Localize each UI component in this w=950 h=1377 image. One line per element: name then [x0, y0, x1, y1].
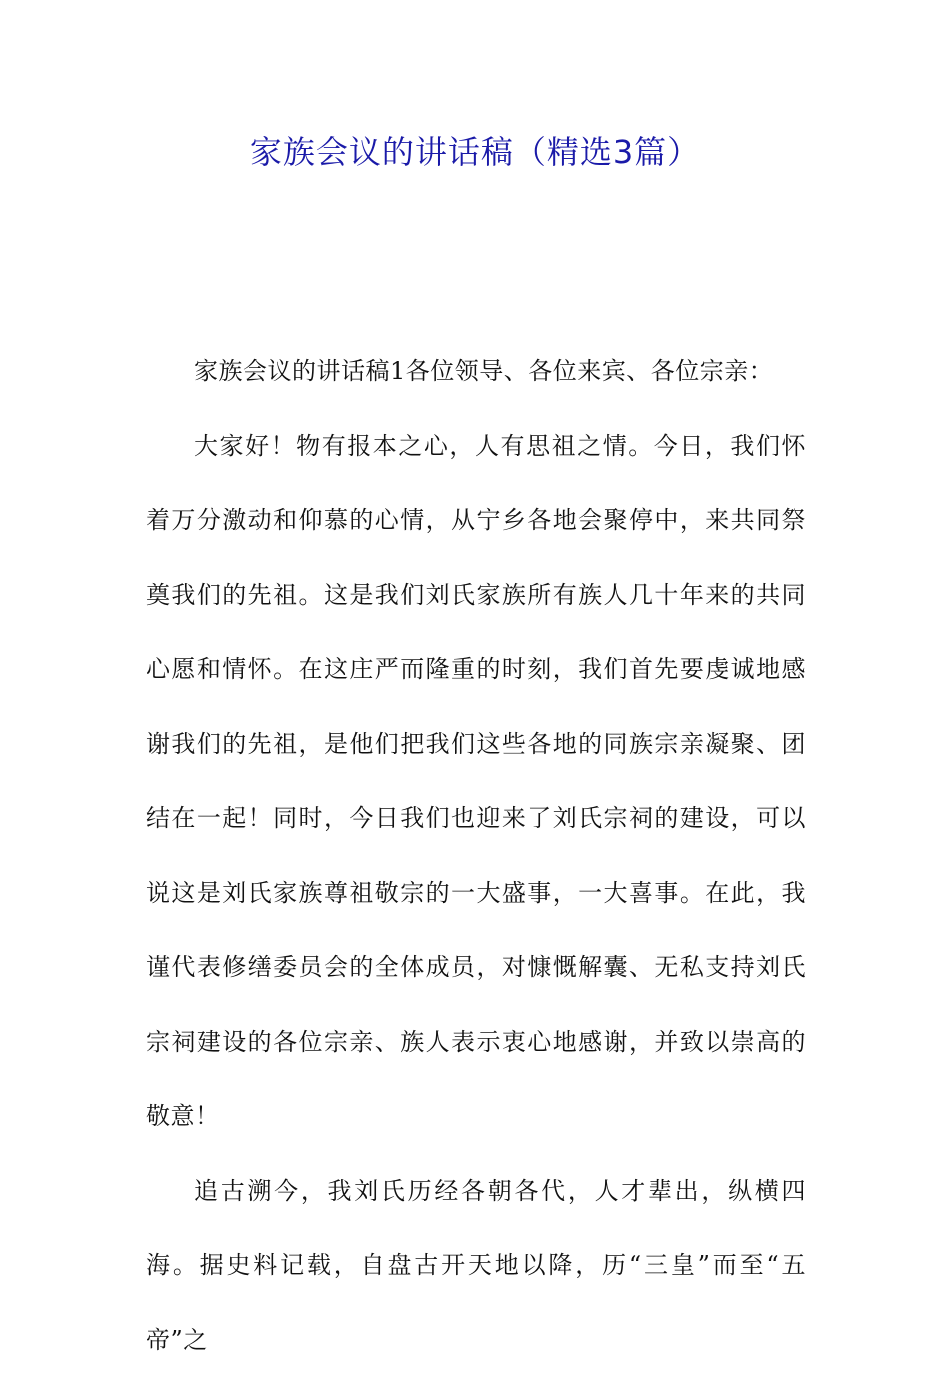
document-title: 家族会议的讲话稿（精选3篇）: [0, 128, 950, 176]
document-body: [146, 334, 806, 1377]
paragraph-welcome: 大家好！物有报本之心，人有思祖之情。今日，我们怀着万分激动和仰慕的心情，从宁乡各地会聚停中，来共同祭奠我们的先祖。这是我们刘氏家族所有族人几十年来的共同心愿和情怀。在这庄严而隆重的时刻，我们首先要虔诚地感谢我们的先祖，是他们把我们这些各地的同族宗亲凝聚、团结在一起！同时，今日我们也迎来了刘氏宗祠的建设，可以说这是刘氏家族尊祖敬宗的一大盛事，一大喜事。在此，我谨代表修缮委员会的全体成员，对慷慨解囊、无私支持刘氏宗祠建设的各位宗亲、族人表示衷心地感谢，并致以崇高的敬意！: [146, 409, 806, 1154]
paragraph-greeting: 家族会议的讲话稿1各位领导、各位来宾、各位宗亲：: [146, 334, 806, 409]
paragraph-history: 追古溯今，我刘氏历经各朝各代，人才辈出，纵横四海。据史料记载，自盘古开天地以降，历“三皇”而至“五帝”之: [146, 1154, 806, 1377]
